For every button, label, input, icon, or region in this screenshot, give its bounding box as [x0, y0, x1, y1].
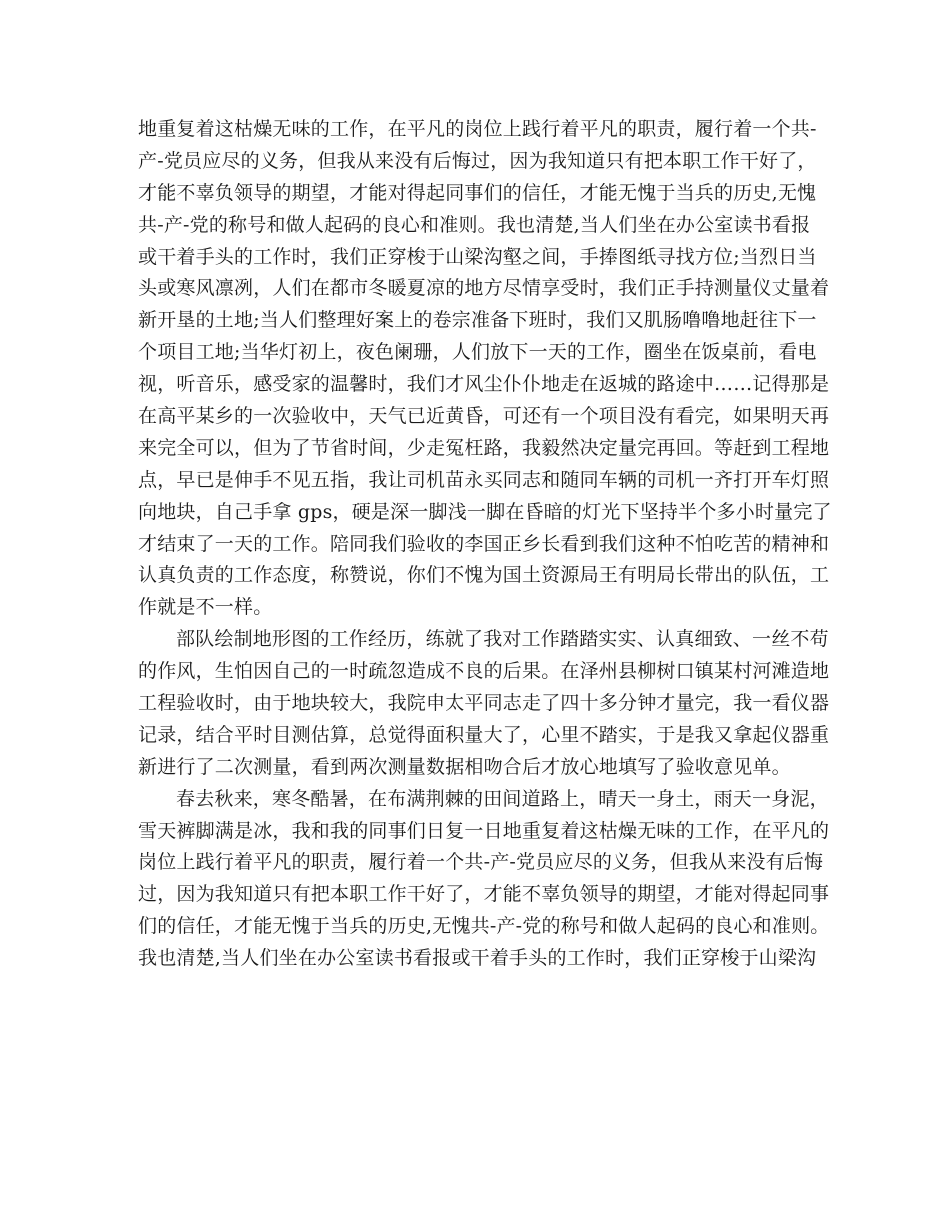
text-line: 我也清楚,当人们坐在办公室读书看报或干着手头的工作时，我们正穿梭于山梁沟: [138, 947, 817, 970]
text-line: 点，早已是伸手不见五指，我让司机苗永买同志和随同车辆的司机一齐打开车灯照: [138, 468, 830, 491]
paragraph-first-line: 春去秋来，寒冬酷暑，在布满荆棘的田间道路上，晴天一身土，雨天一身泥，: [176, 787, 829, 810]
text-line: 工程验收时，由于地块较大，我院申太平同志走了四十多分钟才量完，我一看仪器: [138, 692, 830, 715]
text-line: 共-产-党的称号和做人起码的良心和准则。我也清楚,当人们坐在办公室读书看报: [138, 213, 811, 236]
text-line: 来完全可以，但为了节省时间，少走冤枉路，我毅然决定量完再回。等赶到工程地: [138, 436, 830, 459]
text-line: 的作风，生怕因自己的一时疏忽造成不良的后果。在泽州县柳树口镇某村河滩造地: [138, 660, 830, 683]
text-line: 雪天裤脚满是冰，我和我的同事们日复一日地重复着这枯燥无味的工作，在平凡的: [138, 819, 830, 842]
text-line: 产-党员应尽的义务，但我从来没有后悔过，因为我知道只有把本职工作干好了，: [138, 149, 817, 172]
text-line: 过，因为我知道只有把本职工作干好了，才能不辜负领导的期望，才能对得起同事: [138, 883, 830, 906]
text-line: 认真负责的工作态度，称赞说，你们不愧为国土资源局王有明局长带出的队伍，工: [138, 564, 830, 587]
text-line: 在高平某乡的一次验收中，天气已近黄昏，可还有一个项目没有看完，如果明天再: [138, 405, 830, 428]
text-line: 个项目工地;当华灯初上，夜色阑珊，人们放下一天的工作，圈坐在饭桌前，看电: [138, 341, 817, 364]
text-line: 们的信任，才能无愧于当兵的历史,无愧共-产-党的称号和做人起码的良心和准则。: [138, 915, 830, 938]
text-line: 地重复着这枯燥无味的工作，在平凡的岗位上践行着平凡的职责，履行着一个共-: [138, 118, 817, 140]
text-line: 或干着手头的工作时，我们正穿梭于山梁沟壑之间，手捧图纸寻找方位;当烈日当: [138, 245, 817, 268]
text-line: 岗位上践行着平凡的职责，履行着一个共-产-党员应尽的义务，但我从来没有后悔: [138, 851, 824, 874]
text-line: 头或寒风凛冽，人们在都市冬暖夏凉的地方尽情享受时，我们正手持测量仪丈量着: [138, 277, 830, 300]
text-line: 才能不辜负领导的期望，才能对得起同事们的信任，才能无愧于当兵的历史,无愧: [138, 181, 817, 204]
text-line: 作就是不一样。: [138, 596, 273, 619]
text-line: 新开垦的土地;当人们整理好案上的卷宗准备下班时，我们又肌肠噜噜地赶往下一: [138, 309, 817, 332]
text-line: 新进行了二次测量，看到两次测量数据相吻合后才放心地填写了验收意见单。: [138, 755, 791, 778]
body-text: [138, 114, 832, 975]
text-line: 视，听音乐，感受家的温馨时，我们才风尘仆仆地走在返城的路途中……记得那是: [138, 373, 830, 396]
text-line: 向地块，自己手拿 gps，硬是深一脚浅一脚在昏暗的灯光下坚持半个多小时量完了: [138, 500, 832, 523]
text-line: 记录，结合平时目测估算，总觉得面积量大了，心里不踏实，于是我又拿起仪器重: [138, 723, 830, 746]
text-line: 才结束了一天的工作。陪同我们验收的李国正乡长看到我们这种不怕吃苦的精神和: [138, 532, 830, 555]
paragraph-first-line: 部队绘制地形图的工作经历，练就了我对工作踏踏实实、认真细致、一丝不苟: [176, 628, 829, 651]
